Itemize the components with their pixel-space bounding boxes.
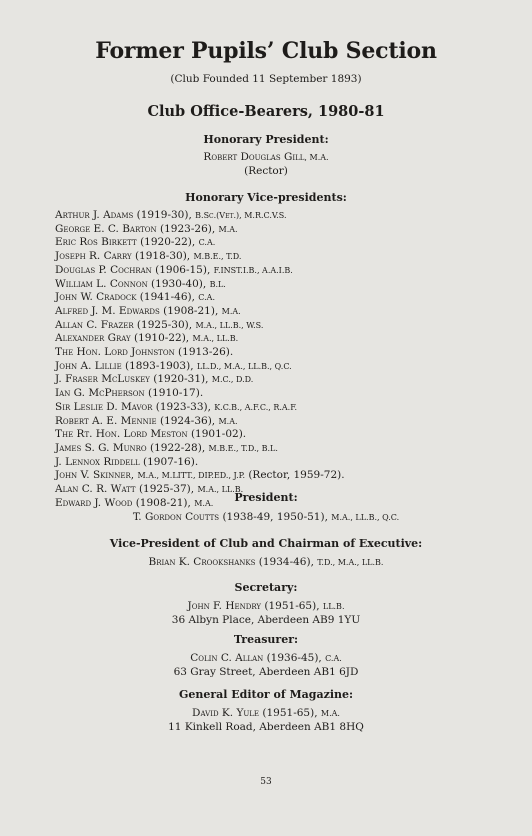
vice-president-entry-years: (1908-21), — [132, 496, 195, 509]
vice-president-entry — [55, 456, 485, 470]
vice-president-entry-years: (1910-22), — [130, 332, 193, 345]
vice-president-entry — [55, 319, 485, 333]
treasurer-heading: Treasurer: — [233, 633, 299, 646]
vice-president-entry-name: Eric Ros Birkett — [55, 236, 137, 249]
honorary-president-name: Robert Douglas Gill — [203, 151, 305, 163]
vice-president-entry — [55, 278, 485, 292]
secretary-name: John F. Hendry — [187, 600, 262, 612]
vice-president-entry-name: Sir Leslie D. Mavor — [55, 400, 153, 413]
section-title: Former Pupils’ Club Section — [95, 38, 437, 64]
vice-president-entry-quals: M.C., D.D. — [211, 375, 254, 385]
president-quals: M.A., LL.B., Q.C. — [331, 513, 400, 522]
vice-president-entry-years: (1901-02). — [187, 428, 247, 441]
vice-president-entry-years: (1908-21), — [159, 304, 222, 317]
vice-president-entry — [55, 346, 485, 360]
vice-president-entry-note: (Rector, 1959-72). — [244, 469, 345, 482]
vice-president-entry-name: Robert A. E. Mennie — [55, 414, 157, 427]
vice-president-entry-name: Allan C. Frazer — [55, 318, 134, 331]
vice-president-entry-name: John V. Skinner — [55, 469, 131, 482]
vice-president-section — [0, 537, 532, 570]
treasurer-quals: C.A. — [325, 654, 342, 663]
secretary-years: (1951-65), — [261, 600, 323, 612]
president-line — [0, 511, 532, 525]
secretary-line — [0, 600, 532, 614]
vice-president-entry-name: James S. G. Munro — [55, 441, 147, 454]
vice-president-entry — [55, 291, 485, 305]
honorary-vice-presidents-section — [0, 191, 532, 205]
vice-president-entry-name: The Hon. Lord Johnston — [55, 346, 175, 359]
vice-president-entry-quals: M.A. — [221, 306, 241, 316]
vice-president-entry-name: The Rt. Hon. Lord Meston — [55, 428, 188, 441]
page-number: 53 — [260, 777, 272, 787]
honorary-president-section — [0, 133, 532, 178]
vice-president-entry-quals: M.A. — [218, 416, 238, 426]
vice-president-entry-quals: M.A. — [218, 224, 238, 234]
vice-president-years: (1934-46), — [255, 556, 318, 568]
vice-president-entry-quals: K.C.B., A.F.C., R.A.F. — [214, 402, 298, 412]
vice-president-entry-name: J. Lennox Riddell — [55, 455, 140, 468]
vice-president-entry-quals: M.A., LL.B. — [197, 485, 244, 495]
editor-quals: M.A. — [320, 709, 340, 718]
vice-president-entry-name: John W. Cradock — [55, 291, 137, 304]
vice-president-entry — [55, 236, 485, 250]
vice-president-entry-years: (1925-37), — [135, 483, 198, 496]
vice-president-entry-years: (1920-22), — [136, 236, 199, 249]
secretary-section — [0, 581, 532, 627]
vice-president-entry — [55, 373, 485, 387]
vice-president-entry-name: Ian G. McPherson — [55, 387, 145, 400]
vice-president-entry-quals: F.INST.I.B., A.A.I.B. — [213, 265, 293, 275]
president-heading: President: — [234, 491, 298, 504]
vice-president-entry-years: (1907-16). — [139, 455, 199, 468]
vice-president-entry-quals: M.A. — [194, 498, 214, 508]
vice-president-heading: Vice-President of Club and Chairman of Executive: — [109, 537, 423, 550]
vice-president-entry-name: George E. C. Barton — [55, 222, 157, 235]
secretary-heading: Secretary: — [234, 581, 298, 594]
treasurer-line — [0, 652, 532, 666]
vice-president-name: Brian K. Crookshanks — [148, 556, 256, 568]
editor-heading: General Editor of Magazine: — [178, 688, 354, 701]
vice-president-entry-name: Alfred J. M. Edwards — [55, 304, 160, 317]
vice-president-entry-quals: B.Sc.(Vet.), M.R.C.V.S. — [195, 211, 287, 220]
vice-president-entry-name: Douglas P. Cochran — [55, 263, 152, 276]
office-bearers-heading: Club Office-Bearers, 1980-81 — [147, 103, 385, 120]
vice-president-entry — [55, 360, 485, 374]
vice-president-entry-years: (1923-33), — [152, 400, 215, 413]
vice-president-entry — [55, 469, 485, 483]
vice-president-entry-quals: LL.D., M.A., LL.B., Q.C. — [196, 361, 292, 371]
vice-president-entry-name: John A. Lillie — [55, 359, 122, 372]
vice-president-entry-quals: M.A., M.LITT., DIP.ED., J.P. — [137, 471, 245, 481]
vice-president-entry-years: (1930-40), — [147, 277, 210, 290]
vice-president-entry — [55, 305, 485, 319]
vice-president-entry-name: Alexander Gray — [55, 332, 131, 345]
vice-president-entry — [55, 401, 485, 415]
vice-president-entry-years: (1920-31), — [149, 373, 212, 386]
treasurer-years: (1936-45), — [263, 652, 326, 664]
vice-president-entry-years: (1925-30), — [133, 318, 196, 331]
vice-president-entry-name: Joseph R. Carry — [55, 250, 132, 263]
honorary-president-quals: , M.A. — [304, 153, 329, 162]
vice-president-entry-name: William L. Connon — [55, 277, 148, 290]
vice-president-line — [0, 556, 532, 570]
vice-president-entry — [55, 250, 485, 264]
president-name: T. Gordon Coutts — [132, 511, 220, 523]
honorary-president-note: (Rector) — [244, 164, 288, 177]
vice-president-entry-name: Arthur J. Adams — [55, 209, 134, 221]
vice-president-entry-years: (1906-15), — [151, 263, 214, 276]
vice-president-entry-name: Edward J. Wood — [55, 496, 133, 509]
treasurer-section — [0, 633, 532, 679]
vice-president-entry-years: (1919-30), — [133, 209, 196, 221]
vice-president-entry-quals: M.B.E., T.D., B.L. — [208, 443, 278, 453]
secretary-address: 36 Albyn Place, Aberdeen AB9 1YU — [171, 613, 361, 626]
vice-president-entry-name: J. Fraser McLuskey — [55, 373, 150, 386]
vice-presidents-list — [55, 209, 485, 510]
vice-president-entry-quals: C.A. — [198, 238, 216, 248]
vice-president-entry — [55, 428, 485, 442]
vice-president-entry — [55, 332, 485, 346]
vice-president-entry-quals: B.L. — [209, 279, 226, 289]
vice-president-entry — [55, 387, 485, 401]
vice-president-entry-years: (1922-28), — [146, 441, 209, 454]
treasurer-name: Colin C. Allan — [190, 652, 264, 664]
honorary-president-heading: Honorary President: — [203, 133, 329, 146]
vice-president-entry-years: (1893-1903), — [121, 359, 197, 372]
vice-president-entry-years: (1913-26). — [174, 346, 234, 359]
vice-president-entry — [55, 223, 485, 237]
honorary-vice-presidents-heading: Honorary Vice-presidents: — [185, 191, 347, 204]
editor-section — [0, 688, 532, 734]
vice-president-entry-years: (1924-36), — [156, 414, 219, 427]
vice-president-entry-years: (1910-17). — [144, 387, 204, 400]
vice-president-entry — [55, 264, 485, 278]
editor-address: 11 Kinkell Road, Aberdeen AB1 8HQ — [168, 720, 364, 733]
club-founded-note: (Club Founded 11 September 1893) — [170, 73, 362, 85]
vice-president-entry — [55, 415, 485, 429]
editor-years: (1951-65), — [259, 707, 321, 719]
treasurer-address: 63 Gray Street, Aberdeen AB1 6JD — [173, 665, 359, 678]
vice-president-entry-quals: C.A. — [198, 293, 215, 303]
editor-name: David K. Yule — [192, 707, 260, 719]
president-years: (1938-49, 1950-51), — [219, 511, 332, 523]
vice-president-entry — [55, 209, 485, 223]
vice-president-quals: T.D., M.A., LL.B. — [317, 558, 384, 567]
vice-president-entry-years: (1941-46), — [136, 291, 199, 304]
vice-president-entry-quals: M.A., LL.B. — [192, 334, 239, 344]
vice-president-entry-quals: M.B.E., T.D. — [193, 252, 242, 262]
vice-president-entry-years: (1918-30), — [131, 250, 194, 263]
vice-president-entry-years: , — [130, 469, 138, 482]
vice-president-entry-name: Alan C. R. Watt — [55, 483, 136, 496]
president-section — [0, 491, 532, 525]
editor-line — [0, 707, 532, 721]
secretary-quals: LL.B. — [322, 602, 345, 611]
vice-president-entry — [55, 442, 485, 456]
honorary-president-line — [0, 151, 532, 165]
vice-president-entry-years: (1923-26), — [156, 222, 219, 235]
vice-president-entry-quals: M.A., LL.B., W.S. — [195, 320, 264, 330]
